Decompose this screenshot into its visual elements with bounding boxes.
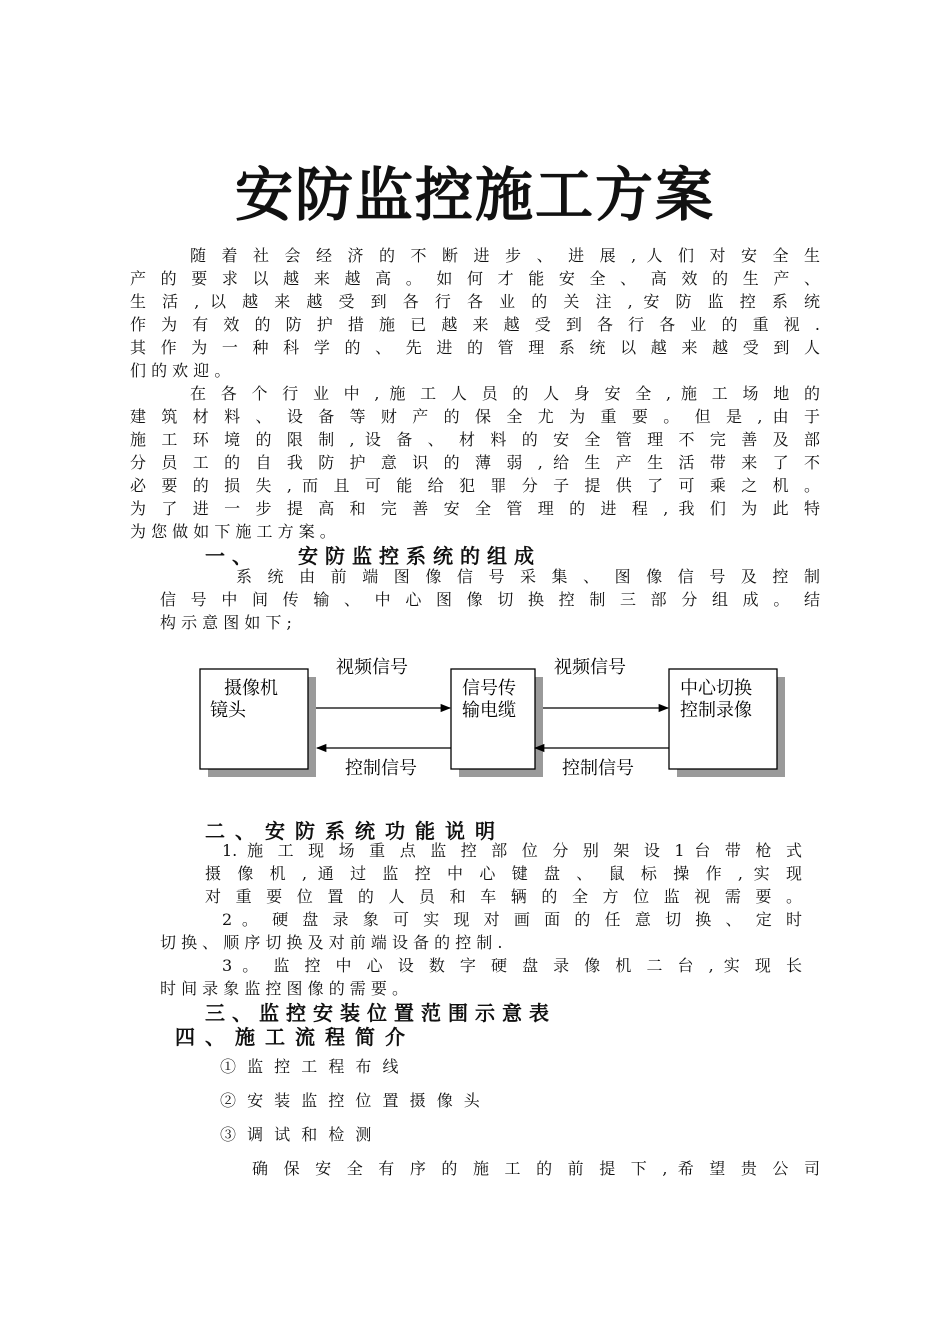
section2-line: 时 间 录 象 监 控 图 像 的 需 要 。 xyxy=(160,979,408,998)
section2-line: 3 。 监 控 中 心 设 数 字 硬 盘 录 像 机 二 台 , 实 现 长 xyxy=(222,956,802,975)
section1-number: 一、 xyxy=(205,544,259,568)
intro-p2-line: 在 各 个 行 业 中 , 施 工 人 员 的 人 身 安 全 , 施 工 场 地 的 xyxy=(190,384,820,403)
closing-line: 确 保 安 全 有 序 的 施 工 的 前 提 下 , 希 望 贵 公 司 xyxy=(252,1159,820,1178)
cable-box-label: 输电缆 xyxy=(462,700,516,721)
intro-p2-line: 为 了 进 一 步 提 高 和 完 善 安 全 管 理 的 进 程 , 我 们 为 此 特 xyxy=(130,499,820,518)
section1-line: 构 示 意 图 如 下 ; xyxy=(160,613,292,632)
document-title: 安防监控施工方案 xyxy=(234,161,715,229)
section2-line: 切 换 、 顺 序 切 换 及 对 前 端 设 备 的 控 制 . xyxy=(160,933,503,952)
control-signal-label: 控制信号 xyxy=(562,758,634,779)
process-step: ② 安 装 监 控 位 置 摄 像 头 xyxy=(220,1091,480,1110)
intro-p1-line: 其 作 为 一 种 科 学 的 、 先 进 的 管 理 系 统 以 越 来 越 受 到 人 xyxy=(130,338,820,357)
section2-line: 摄 像 机 , 通 过 监 控 中 心 键 盘 、 鼠 标 操 作 , 实 现 xyxy=(205,864,802,883)
section1-heading: 安防监控系统的组成 xyxy=(298,544,541,568)
control-signal-label: 控制信号 xyxy=(345,758,417,779)
intro-p2-line: 建 筑 材 料 、 设 备 等 财 产 的 保 全 尤 为 重 要 。 但 是 , 由 于 xyxy=(130,407,820,426)
section2-line: 对 重 要 位 置 的 人 员 和 车 辆 的 全 方 位 监 视 需 要 。 xyxy=(205,887,802,906)
video-signal-label: 视频信号 xyxy=(554,657,626,678)
camera-box-label: 镜头 xyxy=(210,700,246,721)
intro-p1-line: 随 着 社 会 经 济 的 不 断 进 步 、 进 展 , 人 们 对 安 全 生 xyxy=(190,246,820,265)
cable-box-label: 信号传 xyxy=(462,678,516,699)
control-center-box-label: 控制录像 xyxy=(680,700,752,721)
process-step: ① 监 控 工 程 布 线 xyxy=(220,1057,399,1076)
intro-p2-line: 为 您 做 如 下 施 工 方 案 。 xyxy=(130,522,336,541)
process-step: ③ 调 试 和 检 测 xyxy=(220,1125,372,1144)
intro-p1-line: 作 为 有 效 的 防 护 措 施 已 越 来 越 受 到 各 行 各 业 的 重 视 . xyxy=(130,315,820,334)
section2-line: 1. 施 工 现 场 重 点 监 控 部 位 分 别 架 设 1 台 带 枪 式 xyxy=(222,841,802,860)
intro-p1-line: 产 的 要 求 以 越 来 越 高 。 如 何 才 能 安 全 、 高 效 的 生 产 、 xyxy=(130,269,820,288)
control-center-box-label: 中心切换 xyxy=(680,678,752,699)
intro-p2-line: 必 要 的 损 失 , 而 且 可 能 给 犯 罪 分 子 提 供 了 可 乘 之 机 。 xyxy=(130,476,820,495)
intro-p2-line: 施 工 环 境 的 限 制 , 设 备 、 材 料 的 安 全 管 理 不 完 善 及 部 xyxy=(130,430,820,449)
section4-heading: 四、施工流程简介 xyxy=(175,1025,415,1049)
intro-p2-line: 分 员 工 的 自 我 防 护 意 识 的 薄 弱 , 给 生 产 生 活 带 来 了 不 xyxy=(130,453,820,472)
video-signal-label: 视频信号 xyxy=(336,657,408,678)
section2-heading: 二、安防系统功能说明 xyxy=(205,819,505,843)
section3-heading: 三、监控安装位置范围示意表 xyxy=(205,1001,556,1025)
intro-p1-line: 们 的 欢 迎 。 xyxy=(130,361,231,380)
section1-line: 信 号 中 间 传 输 、 中 心 图 像 切 换 控 制 三 部 分 组 成 。 结 xyxy=(160,590,820,609)
intro-p1-line: 生 活 , 以 越 来 越 受 到 各 行 各 业 的 关 注 , 安 防 监 控 系 统 xyxy=(130,292,820,311)
section2-line: 2 。 硬 盘 录 象 可 实 现 对 画 面 的 任 意 切 换 、 定 时 xyxy=(222,910,802,929)
section1-line: 系 统 由 前 端 图 像 信 号 采 集 、 图 像 信 号 及 控 制 xyxy=(236,567,820,586)
structure-diagram xyxy=(0,645,950,790)
camera-box-label: 摄像机 xyxy=(224,678,278,699)
